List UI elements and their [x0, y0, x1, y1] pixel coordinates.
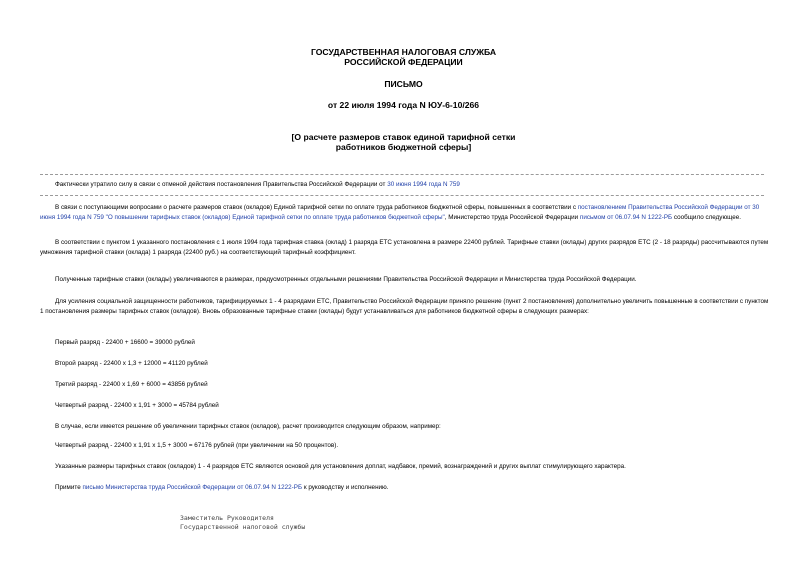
rank-4-formula: Четвертый разряд - 22400 х 1,91 + 3000 = 45784 рублей	[55, 402, 219, 409]
paragraph-1-text-start: В связи с поступающими вопросами о расчете размеров ставок (окладов) Единой тарифной сетки по оплате труда работников бюджетной сферы, повышенных в соответствии с	[55, 204, 578, 211]
paragraph-8-text-end: к руководству и исполнению.	[302, 484, 389, 491]
notice-link[interactable]: 30 июня 1994 года N 759	[387, 181, 460, 188]
agency-line-2: РОССИЙСКОЙ ФЕДЕРАЦИИ	[344, 57, 463, 67]
paragraph-1-text-end: сообщило следующее.	[672, 213, 742, 221]
document-title-line-1: [О расчете размеров ставок единой тарифной сетки	[291, 132, 516, 142]
notice-text: Фактически утратило силу в связи с отменой действия постановления Правительства Российской Федерации от	[55, 181, 388, 188]
ministry-letter-link[interactable]: письмо Министерства труда Российской Федерации от 06.07.94 N 1222-РБ	[82, 484, 303, 491]
agency-line-1: ГОСУДАРСТВЕННАЯ НАЛОГОВАЯ СЛУЖБА	[310, 47, 497, 57]
rank-3-formula: Третий разряд - 22400 х 1,69 + 6000 = 43856 рублей	[55, 381, 208, 388]
rank-2-formula: Второй разряд - 22400 х 1,3 + 12000 = 41120 рублей	[55, 360, 208, 367]
letter-1222-link[interactable]: письмом от 06.07.94 N 1222-РБ	[579, 213, 673, 221]
paragraph-7: Указанные размеры тарифных ставок (окладов) 1 - 4 разрядов ЕТС являются основой для установления доплат, надбавок, премий, вознаграждений и других выплат стимулирующего характера.	[55, 463, 626, 470]
paragraph-5: В случае, если имеется решение об увеличении тарифных ставок (окладов), расчет производится следующим образом, например:	[55, 423, 441, 430]
example-formula: Четвертый разряд - 22400 х 1,91 х 1,5 + 3000 = 67176 рублей (при увеличении на 50 процентов).	[55, 442, 339, 449]
resolution-759-link[interactable]: постановлением Правительства Российской Федерации от 30 июня 1994 года N 759 "О повышении тарифных ставок (окладов) Единой тарифной сетки по оплате труда работников бюджетной сферы"	[40, 204, 760, 221]
paragraph-8-text-start: Примите	[55, 484, 83, 491]
rank-1-formula: Первый разряд - 22400 + 16600 = 39000 рублей	[55, 339, 195, 346]
document-title-line-2: работников бюджетной сферы]	[335, 142, 472, 152]
signature-line-2: Государственной налоговой службы	[180, 523, 306, 531]
validity-notice	[40, 180, 770, 190]
paragraph-1	[40, 203, 770, 222]
paragraph-1-text-mid: , Министерство труда Российской Федерации	[444, 213, 580, 221]
divider-bottom	[40, 195, 764, 196]
signature-line-1: Заместитель Руководителя	[180, 514, 274, 522]
document-date-number: от 22 июля 1994 года N ЮУ-6-10/266	[327, 100, 480, 110]
paragraph-4: Для усиления социальной защищенности работников, тарифицируемых 1 - 4 разрядами ЕТС, Правительство Российской Федерации приняло решение (пункт 2 постановления) дополнительно увеличить повышенные в соответствии с пунктом 1 постановления размеры тарифных ставок (окладов). Вновь образованные тарифные ставки (оклады) будут устанавливаться для работников бюджетной сферы в следующих размерах:	[40, 298, 769, 315]
paragraph-2: В соответствии с пунктом 1 указанного постановления с 1 июля 1994 года тарифная ставка (оклад) 1 разряда ЕТС установлена в размере 22400 рублей. Тарифные ставки (оклады) других разрядов ЕТС (2 - 18 разряды) рассчитываются путем умножения тарифной ставки (оклада) 1 разряда (22400 руб.) на соответствующий тарифный коэффициент.	[40, 239, 769, 256]
paragraph-8	[40, 483, 770, 493]
divider-top	[40, 174, 764, 175]
document-type: ПИСЬМО	[384, 79, 423, 89]
paragraph-3: Полученные тарифные ставки (оклады) увеличиваются в размерах, предусмотренных отдельными решениями Правительства Российской Федерации и Министерства труда Российской Федерации.	[55, 276, 637, 283]
